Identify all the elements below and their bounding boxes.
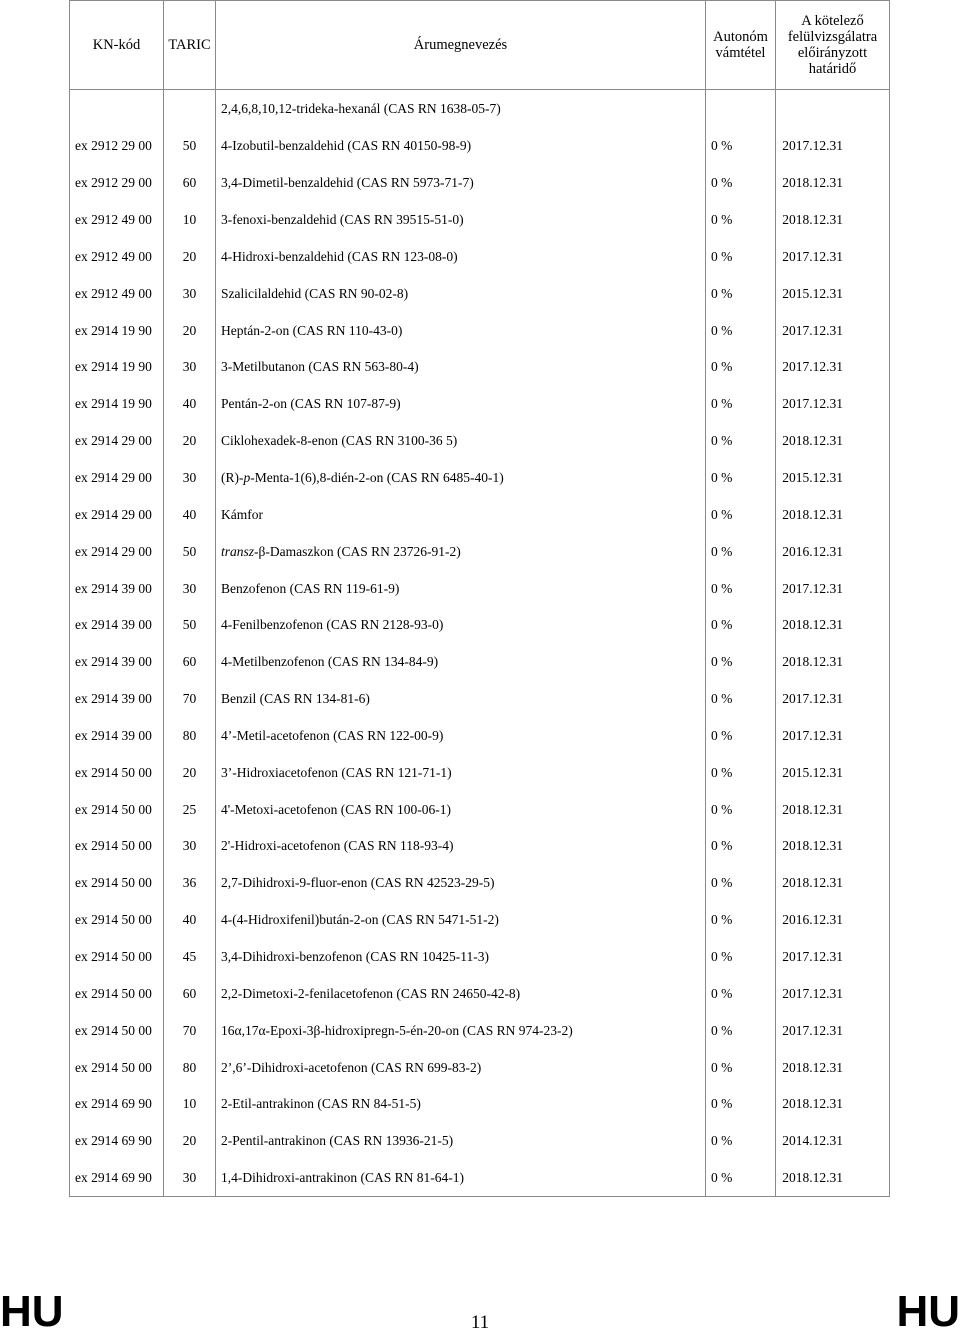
kn-code-cell: ex 2914 50 00: [70, 1012, 164, 1049]
duty-cell: 0 %: [706, 202, 776, 239]
description-text: 4-Metilbenzofenon (CAS RN 134-84-9): [221, 654, 439, 670]
duty-cell: 0 %: [706, 460, 776, 497]
duty-cell: 0 %: [706, 939, 776, 976]
duty-cell: 0 %: [706, 275, 776, 312]
review-date-cell: 2015.12.31: [776, 275, 890, 312]
duty-cell: 0 %: [706, 570, 776, 607]
description-cell: [216, 202, 706, 239]
description-cell: [216, 1049, 706, 1086]
description-cell: [216, 1086, 706, 1123]
taric-cell: 20: [164, 423, 216, 460]
kn-code-cell: ex 2914 29 00: [70, 460, 164, 497]
review-date-cell: 2018.12.31: [776, 1086, 890, 1123]
kn-code-cell: ex 2914 29 00: [70, 496, 164, 533]
review-date-cell: 2017.12.31: [776, 975, 890, 1012]
kn-code-cell: ex 2914 39 00: [70, 570, 164, 607]
duty-cell: 0 %: [706, 312, 776, 349]
description-cell: [216, 533, 706, 570]
review-date-cell: 2017.12.31: [776, 239, 890, 276]
country-code-left: HU: [0, 1287, 64, 1336]
duty-cell: 0 %: [706, 791, 776, 828]
cell-duty: [706, 90, 776, 129]
description-cell: [216, 902, 706, 939]
table-header-row: [70, 1, 890, 90]
header-description: Árumegnevezés: [216, 1, 706, 90]
taric-cell: 30: [164, 1160, 216, 1197]
table-row: [70, 644, 890, 681]
description-text: Heptán-2-on (CAS RN 110-43-0): [221, 322, 403, 338]
description-cell: [216, 496, 706, 533]
kn-code-cell: ex 2914 69 90: [70, 1086, 164, 1123]
taric-cell: 30: [164, 275, 216, 312]
review-date-cell: 2015.12.31: [776, 754, 890, 791]
description-cell: [216, 128, 706, 165]
kn-code-cell: ex 2914 29 00: [70, 533, 164, 570]
description-text: 2'-Hidroxi-acetofenon (CAS RN 118-93-4): [221, 838, 454, 854]
duty-cell: 0 %: [706, 165, 776, 202]
description-text: 4'-Metoxi-acetofenon (CAS RN 100-06-1): [221, 801, 452, 817]
taric-cell: 20: [164, 312, 216, 349]
cell-date: [776, 90, 890, 129]
description-text: (R)-: [221, 470, 244, 486]
table-row: [70, 902, 890, 939]
description-cell: [216, 607, 706, 644]
table-row: [70, 423, 890, 460]
table-row: [70, 791, 890, 828]
page-number: 11: [470, 1312, 490, 1333]
description-text: 16α,17α-Epoxi-3β-hidroxipregn-5-én-20-on (CAS RN 974-23-2): [221, 1022, 573, 1038]
table-row: [70, 202, 890, 239]
review-date-cell: 2017.12.31: [776, 681, 890, 718]
table-row: [70, 275, 890, 312]
table-row: [70, 975, 890, 1012]
duty-cell: 0 %: [706, 975, 776, 1012]
table-row: [70, 496, 890, 533]
description-cell: [216, 275, 706, 312]
taric-cell: 40: [164, 386, 216, 423]
review-date-cell: 2018.12.31: [776, 1049, 890, 1086]
description-cell: [216, 349, 706, 386]
duty-cell: 0 %: [706, 828, 776, 865]
review-date-cell: 2017.12.31: [776, 570, 890, 607]
taric-cell: 10: [164, 202, 216, 239]
review-date-cell: 2014.12.31: [776, 1123, 890, 1160]
taric-cell: 30: [164, 349, 216, 386]
description-text: p: [243, 470, 251, 486]
duty-cell: 0 %: [706, 1086, 776, 1123]
taric-cell: 20: [164, 239, 216, 276]
review-date-cell: 2018.12.31: [776, 828, 890, 865]
description-cell: [216, 570, 706, 607]
taric-cell: 25: [164, 791, 216, 828]
taric-cell: 60: [164, 975, 216, 1012]
kn-code-cell: ex 2912 49 00: [70, 202, 164, 239]
review-date-cell: 2018.12.31: [776, 865, 890, 902]
description-text: 4-Izobutil-benzaldehid (CAS RN 40150-98-9): [221, 138, 472, 154]
description-cell: [216, 644, 706, 681]
kn-code-cell: ex 2912 49 00: [70, 275, 164, 312]
table-row: [70, 460, 890, 497]
taric-cell: 50: [164, 128, 216, 165]
kn-code-cell: ex 2912 29 00: [70, 165, 164, 202]
duty-cell: 0 %: [706, 607, 776, 644]
duty-cell: 0 %: [706, 1012, 776, 1049]
description-text: 4-Fenilbenzofenon (CAS RN 2128-93-0): [221, 617, 444, 633]
description-cell: [216, 828, 706, 865]
table-row: [70, 1160, 890, 1197]
description-cell: [216, 386, 706, 423]
table-row: [70, 828, 890, 865]
kn-code-cell: ex 2914 50 00: [70, 975, 164, 1012]
duty-cell: 0 %: [706, 1160, 776, 1197]
table-row: [70, 312, 890, 349]
description-cell: [216, 718, 706, 755]
duty-cell: 0 %: [706, 386, 776, 423]
taric-cell: 20: [164, 1123, 216, 1160]
kn-code-cell: ex 2914 39 00: [70, 681, 164, 718]
description-cell: [216, 239, 706, 276]
description-cell: [216, 312, 706, 349]
duty-cell: 0 %: [706, 1049, 776, 1086]
description-text: Kámfor: [221, 506, 263, 522]
duty-cell: 0 %: [706, 423, 776, 460]
review-date-cell: 2017.12.31: [776, 312, 890, 349]
review-date-cell: 2018.12.31: [776, 202, 890, 239]
description-cell: [216, 754, 706, 791]
description-text: 2-Pentil-antrakinon (CAS RN 13936-21-5): [221, 1133, 454, 1149]
description-cell: [216, 681, 706, 718]
kn-code-cell: ex 2914 50 00: [70, 791, 164, 828]
taric-cell: 60: [164, 165, 216, 202]
taric-cell: 60: [164, 644, 216, 681]
continuation-row: [70, 90, 890, 129]
description-text: 2’,6’-Dihidroxi-acetofenon (CAS RN 699-83-2): [221, 1059, 482, 1075]
review-date-cell: 2017.12.31: [776, 939, 890, 976]
kn-code-cell: ex 2914 50 00: [70, 939, 164, 976]
table-row: [70, 1123, 890, 1160]
kn-code-cell: ex 2914 50 00: [70, 1049, 164, 1086]
cell-kn: [70, 90, 164, 129]
table-row: [70, 1012, 890, 1049]
description-text: 2-Etil-antrakinon (CAS RN 84-51-5): [221, 1096, 421, 1112]
description-cell: [216, 165, 706, 202]
description-text: Szalicilaldehid (CAS RN 90-02-8): [221, 285, 409, 301]
table-row: [70, 533, 890, 570]
taric-cell: 50: [164, 533, 216, 570]
kn-code-cell: ex 2912 49 00: [70, 239, 164, 276]
table-row: [70, 718, 890, 755]
taric-cell: 40: [164, 496, 216, 533]
kn-code-cell: ex 2914 19 90: [70, 312, 164, 349]
kn-code-cell: ex 2914 19 90: [70, 386, 164, 423]
review-date-cell: 2018.12.31: [776, 423, 890, 460]
review-date-cell: 2017.12.31: [776, 718, 890, 755]
duty-cell: 0 %: [706, 865, 776, 902]
review-date-cell: 2017.12.31: [776, 386, 890, 423]
description-text: 2,2-Dimetoxi-2-fenilacetofenon (CAS RN 24650-42-8): [221, 985, 521, 1001]
table-row: [70, 165, 890, 202]
review-date-cell: 2017.12.31: [776, 349, 890, 386]
review-date-cell: 2018.12.31: [776, 644, 890, 681]
review-date-cell: 2016.12.31: [776, 533, 890, 570]
duty-cell: 0 %: [706, 349, 776, 386]
taric-cell: 80: [164, 1049, 216, 1086]
description-text: 3,4-Dimetil-benzaldehid (CAS RN 5973-71-7): [221, 175, 474, 191]
review-date-cell: 2015.12.31: [776, 460, 890, 497]
taric-cell: 20: [164, 754, 216, 791]
table-row: [70, 1049, 890, 1086]
description-text: -Menta-1(6),8-dién-2-on (CAS RN 6485-40-1): [250, 470, 504, 486]
description-cell: [216, 1012, 706, 1049]
description-cell: [216, 939, 706, 976]
kn-code-cell: ex 2914 50 00: [70, 902, 164, 939]
kn-code-cell: ex 2914 39 00: [70, 607, 164, 644]
kn-code-cell: ex 2914 19 90: [70, 349, 164, 386]
duty-cell: 0 %: [706, 644, 776, 681]
duty-cell: 0 %: [706, 496, 776, 533]
kn-code-cell: ex 2914 50 00: [70, 865, 164, 902]
duty-cell: 0 %: [706, 128, 776, 165]
kn-code-cell: ex 2912 29 00: [70, 128, 164, 165]
review-date-cell: 2016.12.31: [776, 902, 890, 939]
taric-cell: 50: [164, 607, 216, 644]
taric-cell: 10: [164, 1086, 216, 1123]
header-taric: TARIC: [164, 1, 216, 90]
table-row: [70, 865, 890, 902]
description-text: Pentán-2-on (CAS RN 107-87-9): [221, 396, 401, 412]
table-row: [70, 349, 890, 386]
description-text: 3’-Hidroxiacetofenon (CAS RN 121-71-1): [221, 764, 452, 780]
kn-code-cell: ex 2914 50 00: [70, 754, 164, 791]
continuation-description: 2,4,6,8,10,12-trideka-hexanál (CAS RN 1638-05-7): [216, 90, 706, 129]
description-text: -β-Damaszkon (CAS RN 23726-91-2): [254, 543, 461, 559]
duty-cell: 0 %: [706, 1123, 776, 1160]
taric-cell: 30: [164, 828, 216, 865]
taric-cell: 70: [164, 1012, 216, 1049]
description-text: 3-Metilbutanon (CAS RN 563-80-4): [221, 359, 419, 375]
taric-cell: 30: [164, 460, 216, 497]
description-cell: [216, 1123, 706, 1160]
taric-cell: 30: [164, 570, 216, 607]
header-kn-code: KN-kód: [70, 1, 164, 90]
table-row: [70, 128, 890, 165]
country-code-right: HU: [896, 1287, 960, 1336]
kn-code-cell: ex 2914 39 00: [70, 718, 164, 755]
review-date-cell: 2018.12.31: [776, 496, 890, 533]
table-body: [70, 90, 890, 1197]
table-row: [70, 754, 890, 791]
table-row: [70, 681, 890, 718]
kn-code-cell: ex 2914 69 90: [70, 1123, 164, 1160]
description-cell: [216, 460, 706, 497]
header-review-date: A kötelező felülvizsgálatra előirányzott határidő: [776, 1, 890, 90]
kn-code-cell: ex 2914 50 00: [70, 828, 164, 865]
taric-cell: 70: [164, 681, 216, 718]
cell-taric: [164, 90, 216, 129]
review-date-cell: 2017.12.31: [776, 128, 890, 165]
taric-cell: 40: [164, 902, 216, 939]
duty-cell: 0 %: [706, 239, 776, 276]
kn-code-cell: ex 2914 29 00: [70, 423, 164, 460]
table-row: [70, 570, 890, 607]
description-text: Ciklohexadek-8-enon (CAS RN 3100-36 5): [221, 433, 458, 449]
review-date-cell: 2018.12.31: [776, 165, 890, 202]
review-date-cell: 2018.12.31: [776, 607, 890, 644]
header-duty: Autonóm vámtétel: [706, 1, 776, 90]
description-cell: [216, 423, 706, 460]
review-date-cell: 2018.12.31: [776, 791, 890, 828]
description-cell: [216, 1160, 706, 1197]
tariff-table: [69, 0, 890, 1197]
description-text: 3-fenoxi-benzaldehid (CAS RN 39515-51-0): [221, 212, 464, 228]
kn-code-cell: ex 2914 69 90: [70, 1160, 164, 1197]
taric-cell: 36: [164, 865, 216, 902]
duty-cell: 0 %: [706, 902, 776, 939]
table-row: [70, 939, 890, 976]
table-row: [70, 239, 890, 276]
description-text: 3,4-Dihidroxi-benzofenon (CAS RN 10425-11-3): [221, 948, 489, 964]
description-text: transz: [221, 543, 255, 559]
description-text: Benzofenon (CAS RN 119-61-9): [221, 580, 400, 596]
description-cell: [216, 975, 706, 1012]
kn-code-cell: ex 2914 39 00: [70, 644, 164, 681]
description-text: 4’-Metil-acetofenon (CAS RN 122-00-9): [221, 727, 444, 743]
description-text: 4-Hidroxi-benzaldehid (CAS RN 123-08-0): [221, 248, 458, 264]
description-text: 2,7-Dihidroxi-9-fluor-enon (CAS RN 42523-29-5): [221, 875, 495, 891]
description-text: 1,4-Dihidroxi-antrakinon (CAS RN 81-64-1): [221, 1170, 464, 1186]
taric-cell: 45: [164, 939, 216, 976]
table-row: [70, 1086, 890, 1123]
description-cell: [216, 791, 706, 828]
table-row: [70, 607, 890, 644]
table-row: [70, 386, 890, 423]
duty-cell: 0 %: [706, 718, 776, 755]
duty-cell: 0 %: [706, 533, 776, 570]
description-text: Benzil (CAS RN 134-81-6): [221, 691, 370, 707]
description-cell: [216, 865, 706, 902]
duty-cell: 0 %: [706, 754, 776, 791]
duty-cell: 0 %: [706, 681, 776, 718]
review-date-cell: 2017.12.31: [776, 1012, 890, 1049]
taric-cell: 80: [164, 718, 216, 755]
review-date-cell: 2018.12.31: [776, 1160, 890, 1197]
description-text: 4-(4-Hidroxifenil)bután-2-on (CAS RN 5471-51-2): [221, 912, 499, 928]
